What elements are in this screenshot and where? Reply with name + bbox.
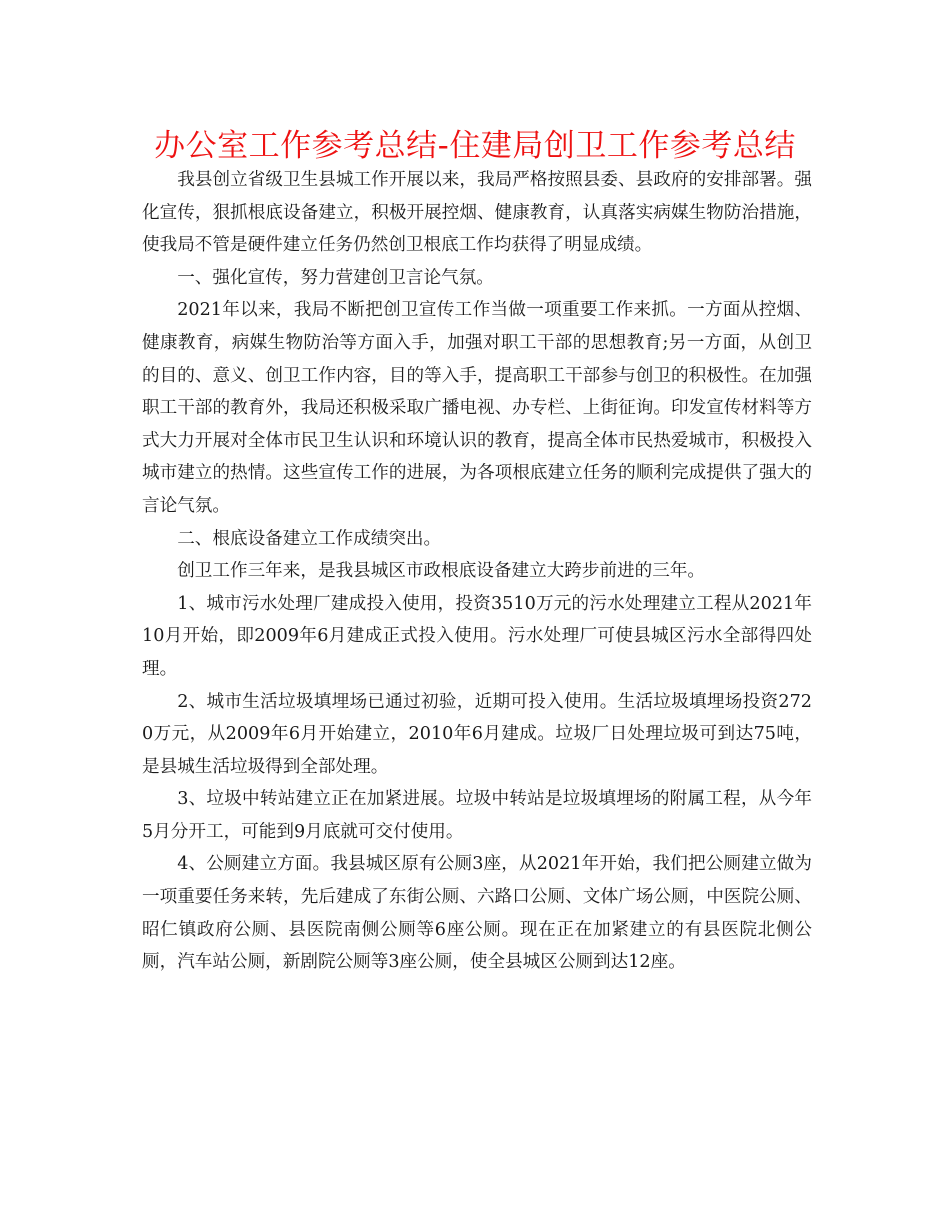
paragraph-publicity: 2021年以来，我局不断把创卫宣传工作当做一项重要工作来抓。一方面从控烟、健康教育，病媒生物防治等方面入手，加强对职工干部的思想教育;另一方面，从创卫的目的、意义、创卫工作内容，目的等入手，提高职工干部参与创卫的积极性。在加强职工干部的教育外，我局还积极采取广播电视、办专栏、上街征询。印发宣传材料等方式大力开展对全体市民卫生认识和环境认识的教育，提高全体市民热爱城市，积极投入城市建立的热情。这些宣传工作的进展，为各项根底建立任务的顺利完成提供了强大的言论气氛。 bbox=[142, 300, 812, 516]
document-body bbox=[142, 164, 812, 979]
paragraph-overview: 创卫工作三年来，是我县城区市政根底设备建立大跨步前进的三年。 bbox=[177, 561, 706, 582]
document-title: 办公室工作参考总结-住建局创卫工作参考总结 bbox=[154, 128, 796, 164]
paragraph-item-1: 1、城市污水处理厂建成投入使用，投资3510万元的污水处理建立工程从2021年10月开始，即2009年6月建成正式投入使用。污水处理厂可使县城区污水全部得四处理。 bbox=[142, 593, 812, 679]
paragraph-intro: 我县创立省级卫生县城工作开展以来，我局严格按照县委、县政府的安排部署。强化宣传，狠抓根底设备建立，积极开展控烟、健康教育，认真落实病媒生物防治措施，使我局不管是硬件建立任务仍然创卫根底工作均获得了明显成绩。 bbox=[142, 170, 812, 256]
heading-section-2: 二、根底设备建立工作成绩突出。 bbox=[177, 528, 442, 549]
paragraph-item-3: 3、垃圾中转站建立正在加紧进展。垃圾中转站是垃圾填埋场的附属工程，从今年5月分开工，可能到9月底就可交付使用。 bbox=[142, 789, 812, 842]
paragraph-item-2: 2、城市生活垃圾填埋场已通过初验，近期可投入使用。生活垃圾填埋场投资2720万元，从2009年6月开始建立，2010年6月建成。垃圾厂日处理垃圾可到达75吨，是县城生活垃圾得到全部处理。 bbox=[142, 691, 812, 777]
heading-section-1: 一、强化宣传，努力营建创卫言论气氛。 bbox=[177, 267, 494, 288]
paragraph-item-4: 4、公厕建立方面。我县城区原有公厕3座，从2021年开始，我们把公厕建立做为一项重要任务来转，先后建成了东街公厕、六路口公厕、文体广场公厕，中医院公厕、昭仁镇政府公厕、县医院南侧公厕等6座公厕。现在正在加紧建立的有县医院北侧公厕，汽车站公厕，新剧院公厕等3座公厕，使全县城区公厕到达12座。 bbox=[142, 854, 812, 973]
